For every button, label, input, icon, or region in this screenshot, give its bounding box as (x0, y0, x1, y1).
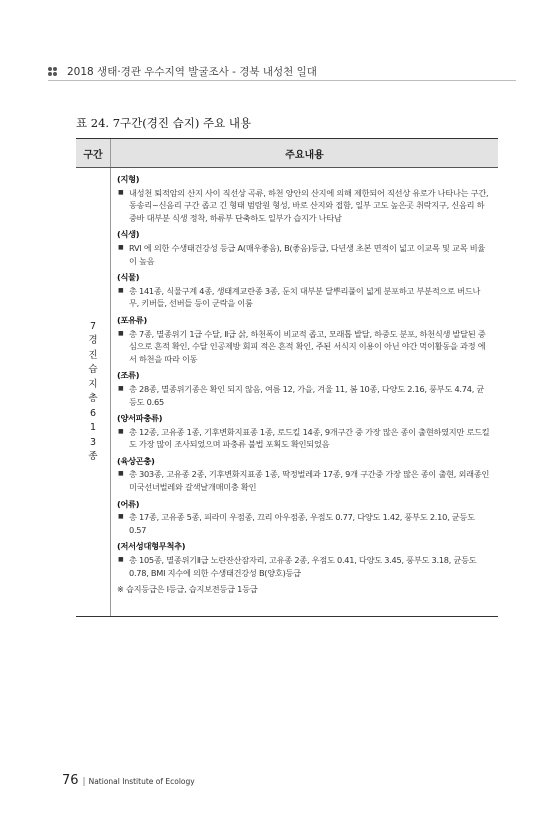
topic-herptiles (117, 412, 490, 451)
col-header-content: 주요내용 (285, 149, 324, 161)
page-number: 76 (62, 773, 79, 788)
topic-title: (포유류) (117, 314, 147, 325)
topic-benthic-invertebrates (117, 540, 490, 579)
topic-bullet: ■ 내성천 퇴적암의 산지 사이 직선상 곡류, 하천 양안의 산지에 의해 제한되어 직선상 유로가 나타나는 구간, 동송리~신음리 구간 좁고 긴 형태 범람원 형성, 바로 산지와 접함, 일부 고도 높은곳 취락지구, 신음리 하중바 대부분 식생 정착, 하류부 단축하도 일부가 습지가 나타남 (117, 187, 490, 225)
table-title: 표 24. 7구간(경진 습지) 주요 내용 (76, 116, 252, 130)
topic-birds (117, 369, 490, 408)
topic-mammals (117, 314, 490, 365)
topic-bullet: ■ 총 105종, 멸종위기Ⅱ급 노란잔산잠자리, 고유종 2종, 우점도 0.41, 다양도 3.45, 풍부도 3.18, 균등도 0.78, BMI 지수에 의한 수생태건강성 B(양호)등급 (117, 554, 490, 579)
topic-vegetation (117, 228, 490, 267)
topic-terrain (117, 173, 490, 224)
topic-insects (117, 455, 490, 494)
content-table (76, 138, 498, 617)
topic-title: (육상곤충) (117, 455, 155, 466)
section-label: 7경진습지총613종 (88, 320, 98, 462)
topic-title: (양서파충류) (117, 413, 163, 424)
running-header-text: 2018 생태·경관 우수지역 발굴조사 - 경북 내성천 일대 (67, 66, 317, 78)
col-header-section: 구간 (76, 139, 111, 167)
header-divider (48, 80, 516, 81)
page-footer (62, 773, 195, 788)
table-header-row (76, 138, 498, 168)
topic-title: (식물) (117, 272, 140, 283)
topic-plants (117, 271, 490, 310)
footer-org: National Institute of Ecology (88, 777, 195, 786)
topic-title: (조류) (117, 370, 140, 381)
running-header (48, 64, 317, 79)
topic-title: (식생) (117, 229, 140, 240)
topic-bullet: ■ 총 303종, 고유종 2종, 기후변화지표종 1종, 딱정벌레과 17종, 9개 구간중 가장 많은 종이 출현, 외래종인 미국선녀벌레와 갈색날개매미충 확인 (117, 468, 490, 493)
header-bullet-icon (48, 67, 62, 77)
table-body-row (76, 168, 498, 617)
topic-title: (어류) (117, 498, 140, 509)
topic-bullet: ■ 총 141종, 식물구계 4종, 생태계교란종 3종, 둔치 대부분 달뿌리풀이 넓게 분포하고 부분적으로 버드나무, 키버들, 선버들 등이 군락을 이룸 (117, 285, 490, 310)
topic-title: (저서성대형무척추) (117, 541, 186, 552)
table-footnote: ※ 습지등급은 Ⅰ등급, 습지보전등급 1등급 (117, 584, 258, 595)
footer-separator: | (82, 777, 86, 787)
section-cell (76, 168, 111, 616)
topic-title: (지형) (117, 174, 140, 184)
topic-fish (117, 498, 490, 537)
topic-bullet: ■ 총 12종, 고유종 1종, 기후변화지표종 1종, 로드킬 14종, 9개구간 중 가장 많은 종이 출현하였지만 로드킬도 가장 많이 조사되었으며 파충류 불법 포획도 확인되었음 (117, 426, 490, 451)
topic-bullet: ■ RVI 에 의한 수생태건강성 등급 A(매우좋음), B(좋음)등급, 다년생 초본 면적이 넓고 이교목 및 교목 비율이 높음 (117, 242, 490, 267)
content-cell (111, 168, 498, 616)
topic-bullet: ■ 총 28종, 멸종위기종은 확인 되지 않음, 여름 12, 가을, 겨울 11, 봄 10종, 다양도 2.16, 풍부도 4.74, 균등도 0.65 (117, 383, 490, 408)
topic-bullet: ■ 총 7종, 멸종위기 1급 수달, Ⅱ급 삵, 하천폭이 비교적 좁고, 모래톱 발달, 하중도 분포, 하천식생 발달된 중심으로 흔적 확인, 수달 인공제방 회피 적은 흔적 확인, 주된 서식지 이용이 아닌 야간 먹이활동을 과정 에서 하천을 따라 이동 (117, 328, 490, 366)
topic-bullet: ■ 총 17종, 고유종 5종, 피라미 우점종, 끄리 아우점종, 우점도 0.77, 다양도 1.42, 풍부도 2.10, 균등도 0.57 (117, 511, 490, 536)
